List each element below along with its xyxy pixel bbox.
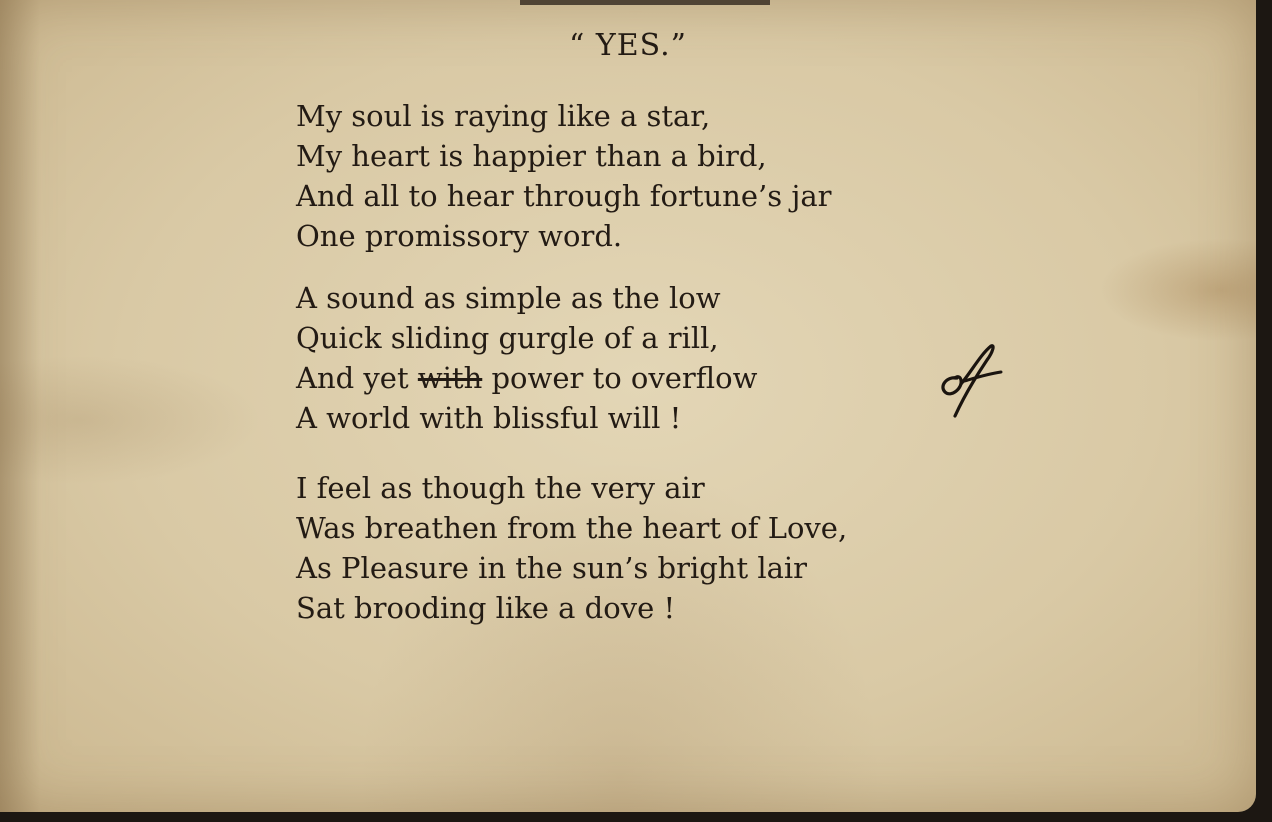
poem-title: “ YES.” [569, 28, 687, 63]
poem-line: A world with blissful will ! [296, 401, 682, 435]
poem-line: As Pleasure in the sun’s bright lair [296, 551, 808, 585]
line-text: power to overflow [482, 361, 758, 395]
stanza [296, 468, 847, 628]
poem-line: One promissory word. [296, 219, 623, 253]
poem-line: My soul is raying like a star, [296, 99, 711, 133]
poem-line: A sound as simple as the low [296, 281, 721, 315]
stanza [296, 96, 831, 256]
poem-line: My heart is happier than a bird, [296, 139, 767, 173]
poem-line: Was breathen from the heart of Love, [296, 511, 848, 545]
line-text: And yet [296, 361, 418, 395]
poem-line: I feel as though the very air [296, 471, 705, 505]
stanza [296, 278, 757, 438]
struck-word: with [417, 361, 483, 395]
page-edge-shadow [0, 0, 40, 812]
poem-line [296, 358, 757, 398]
poem-line: And all to hear through fortune’s jar [296, 179, 832, 213]
poem-line: Sat brooding like a dove ! [296, 591, 676, 625]
handwritten-annotation-of [935, 342, 1005, 420]
poem-line: Quick sliding gurgle of a rill, [296, 321, 719, 355]
top-rule [520, 0, 770, 5]
